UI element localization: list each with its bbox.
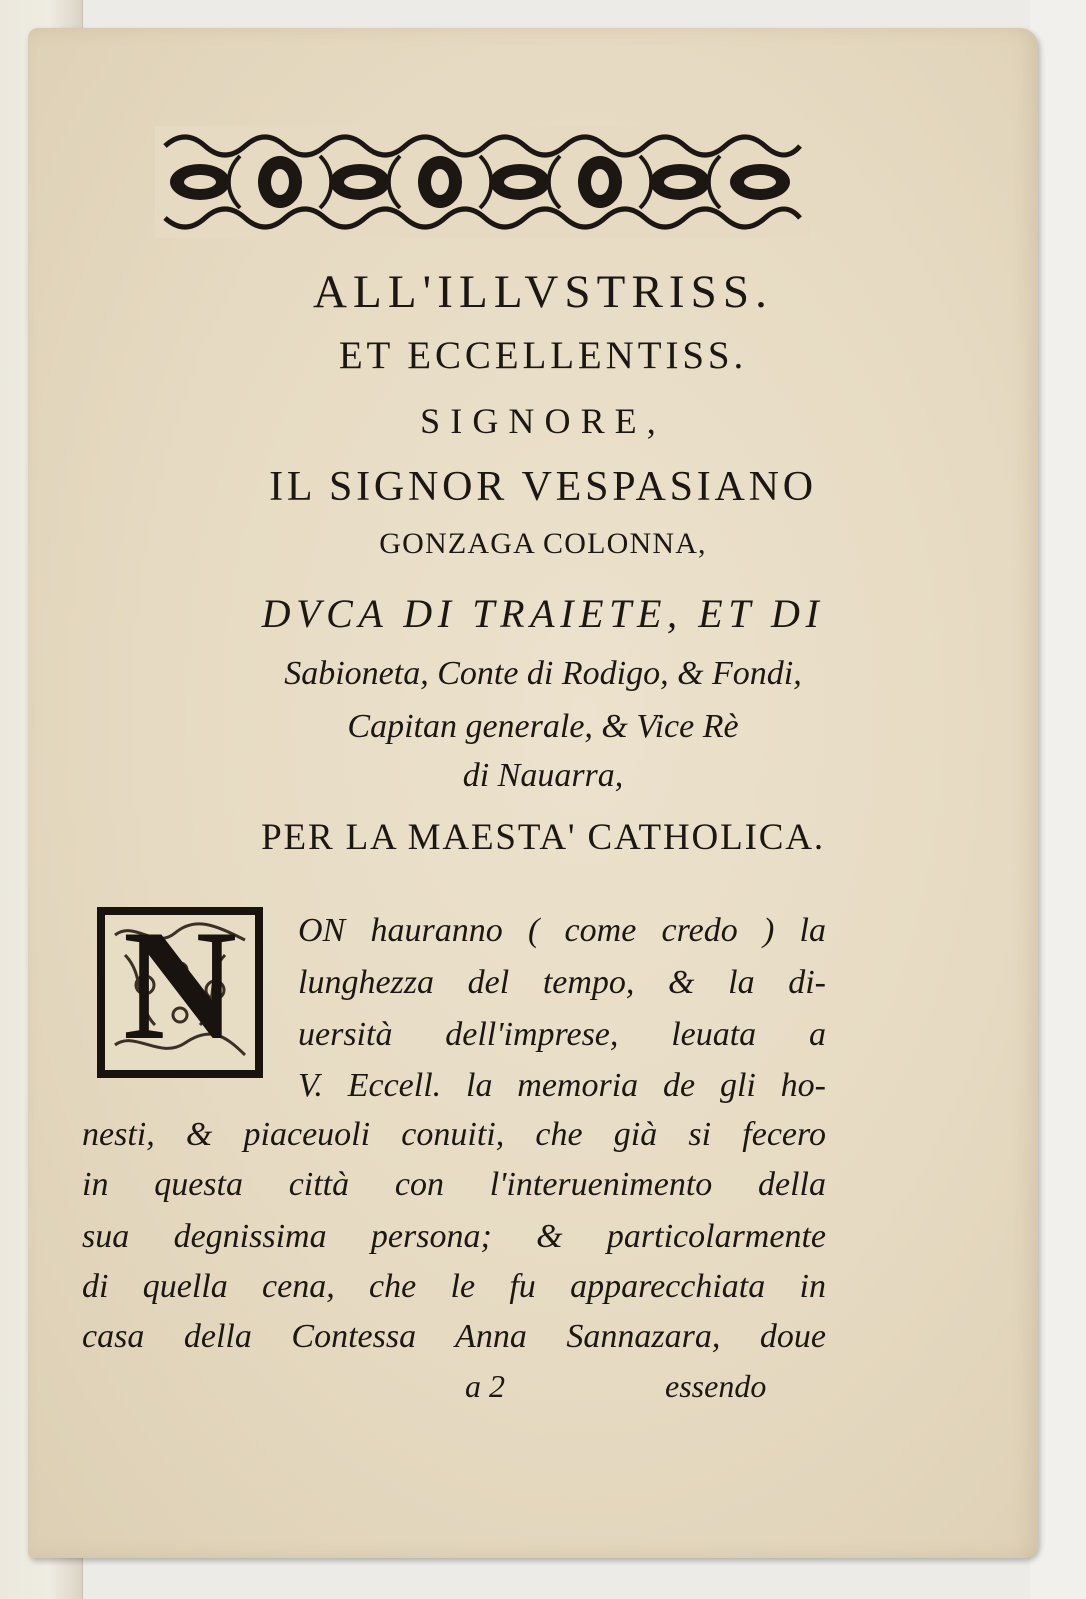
decorated-initial-panel — [105, 898, 255, 1073]
initial-letter: N — [122, 898, 238, 1073]
dedication-heading-line-10: PER LA MAESTA' CATHOLICA. — [261, 817, 825, 858]
dedication-heading-line-3: SIGNORE, — [420, 401, 666, 441]
body-text-line: ON hauranno ( come credo ) la — [298, 912, 826, 949]
printer-ornament-headpiece — [155, 126, 810, 238]
body-text-line: di quella cena, che le fu apparecchiata in — [82, 1268, 826, 1305]
body-text-line: nesti, & piaceuoli conuiti, che già si fecero — [82, 1116, 826, 1153]
body-text-line: V. Eccell. la memoria de gli ho- — [298, 1067, 826, 1104]
dedication-heading-line-8: Capitan generale, & Vice Rè — [347, 708, 739, 745]
body-text-line: lunghezza del tempo, & la di- — [298, 964, 826, 1001]
body-text-line: uersità dell'imprese, leuata a — [298, 1016, 826, 1053]
dedication-heading-line-9: di Nauarra, — [462, 757, 624, 794]
signature-mark: a 2 — [465, 1368, 505, 1404]
dedication-heading-line-6: DVCA DI TRAIETE, ET DI — [261, 591, 825, 636]
body-text-line: sua degnissima persona; & particolarmente — [82, 1218, 826, 1255]
dedication-heading-line-4: IL SIGNOR VESPASIANO — [269, 464, 817, 510]
dedication-heading-line-2: ET ECCELLENTISS. — [338, 334, 748, 377]
background-surface — [1030, 0, 1086, 1599]
body-text-line: in questa città con l'interuenimento della — [82, 1166, 826, 1203]
decorated-initial — [97, 898, 263, 1078]
dedication-heading-line-5: GONZAGA COLONNA, — [379, 527, 707, 560]
body-text-line: casa della Contessa Anna Sannazara, doue — [82, 1318, 826, 1355]
catchword: essendo — [665, 1368, 767, 1404]
dedication-heading-line-1: ALL'ILLVSTRISS. — [312, 266, 774, 318]
dedication-heading-line-7: Sabioneta, Conte di Rodigo, & Fondi, — [284, 655, 802, 692]
